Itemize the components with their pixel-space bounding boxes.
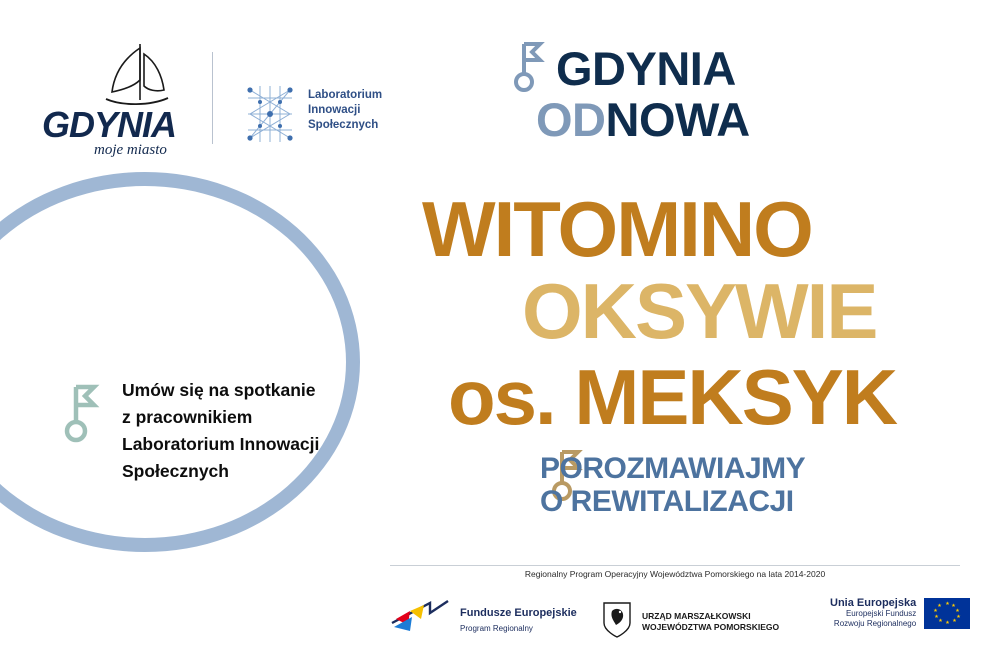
headline-line-meksyk: os. MEKSYK: [448, 353, 897, 441]
european-union-logo: [830, 597, 970, 629]
footer-logo-row: [380, 593, 980, 653]
gdynia-odnowa-logo: [510, 40, 840, 160]
cta-line-3: Laboratorium Innowacji: [122, 434, 320, 454]
eu-funds-line-3: Program Regionalny: [460, 623, 533, 633]
subtitle-line-2: O REWITALIZACJI: [540, 485, 794, 518]
lab-innovation-logo: [240, 80, 400, 150]
marshal-office-logo: [600, 599, 779, 644]
eu-funds-logo: [390, 597, 577, 644]
cta-line-4: Społecznych: [122, 461, 229, 481]
eu-line-3: Rozwoju Regionalnego: [833, 619, 917, 628]
logo-divider: [212, 52, 213, 144]
headline-subtitle: [540, 452, 805, 518]
headline-line-oksywie: OKSYWIE: [522, 267, 877, 355]
cta-text: [122, 377, 319, 485]
lab-innovation-label: [308, 88, 382, 133]
odnowa-word-gdynia: GDYNIA: [556, 42, 736, 95]
decorative-circle: [0, 172, 360, 552]
gdynia-city-logo: [42, 42, 197, 162]
eu-flag-icon: ★ ★ ★ ★ ★ ★ ★ ★ ★ ★: [924, 598, 970, 629]
cta-content: [62, 377, 319, 485]
odnowa-word-od: OD: [536, 93, 606, 146]
gdynia-tagline: moje miasto: [94, 142, 167, 158]
header-bar: [0, 0, 1000, 170]
eu-funds-line-2: Europejskie: [514, 606, 577, 619]
odnowa-row-bottom: [536, 92, 750, 147]
marshal-line-1: URZĄD MARSZAŁKOWSKI: [642, 610, 751, 621]
griffin-coat-of-arms-icon: [600, 599, 634, 644]
marshal-line-2: WOJEWÓDZTWA POMORSKIEGO: [642, 621, 780, 632]
key-icon: [62, 383, 104, 450]
lab-line-1: Laboratorium: [308, 89, 383, 101]
marshal-office-label: [642, 611, 779, 633]
eu-line-2: Europejski Fundusz: [845, 609, 917, 618]
cta-line-2: z pracownikiem: [122, 407, 253, 427]
cta-line-1: Umów się na spotkanie: [122, 380, 316, 400]
lab-line-2: Innowacji: [308, 104, 361, 116]
eu-label: [830, 597, 916, 629]
eu-funds-line-1: Fundusze: [460, 606, 512, 619]
odnowa-word-nowa: NOWA: [605, 93, 750, 146]
footer-divider: [390, 565, 960, 566]
footer-program-caption: Regionalny Program Operacyjny Województwa Pomorskiego na lata 2014-2020: [524, 569, 826, 579]
footer-bar: [0, 557, 1000, 667]
headline-line-witomino: WITOMINO: [422, 185, 812, 273]
sailboat-icon: [100, 42, 172, 113]
headline-block: [410, 180, 990, 518]
eu-line-1: Unia Europejska: [830, 597, 917, 609]
cta-panel: [0, 172, 390, 562]
eu-funds-label: [460, 607, 577, 635]
key-icon: [510, 40, 550, 97]
eu-funds-icon: [390, 597, 452, 644]
subtitle-line-1: POROZMAWIAJMY: [540, 452, 806, 485]
odnowa-row-top: [510, 40, 736, 97]
gdynia-wordmark: GDYNIA: [42, 104, 177, 145]
network-mesh-icon: [240, 80, 300, 153]
lab-line-3: Społecznych: [308, 119, 379, 131]
